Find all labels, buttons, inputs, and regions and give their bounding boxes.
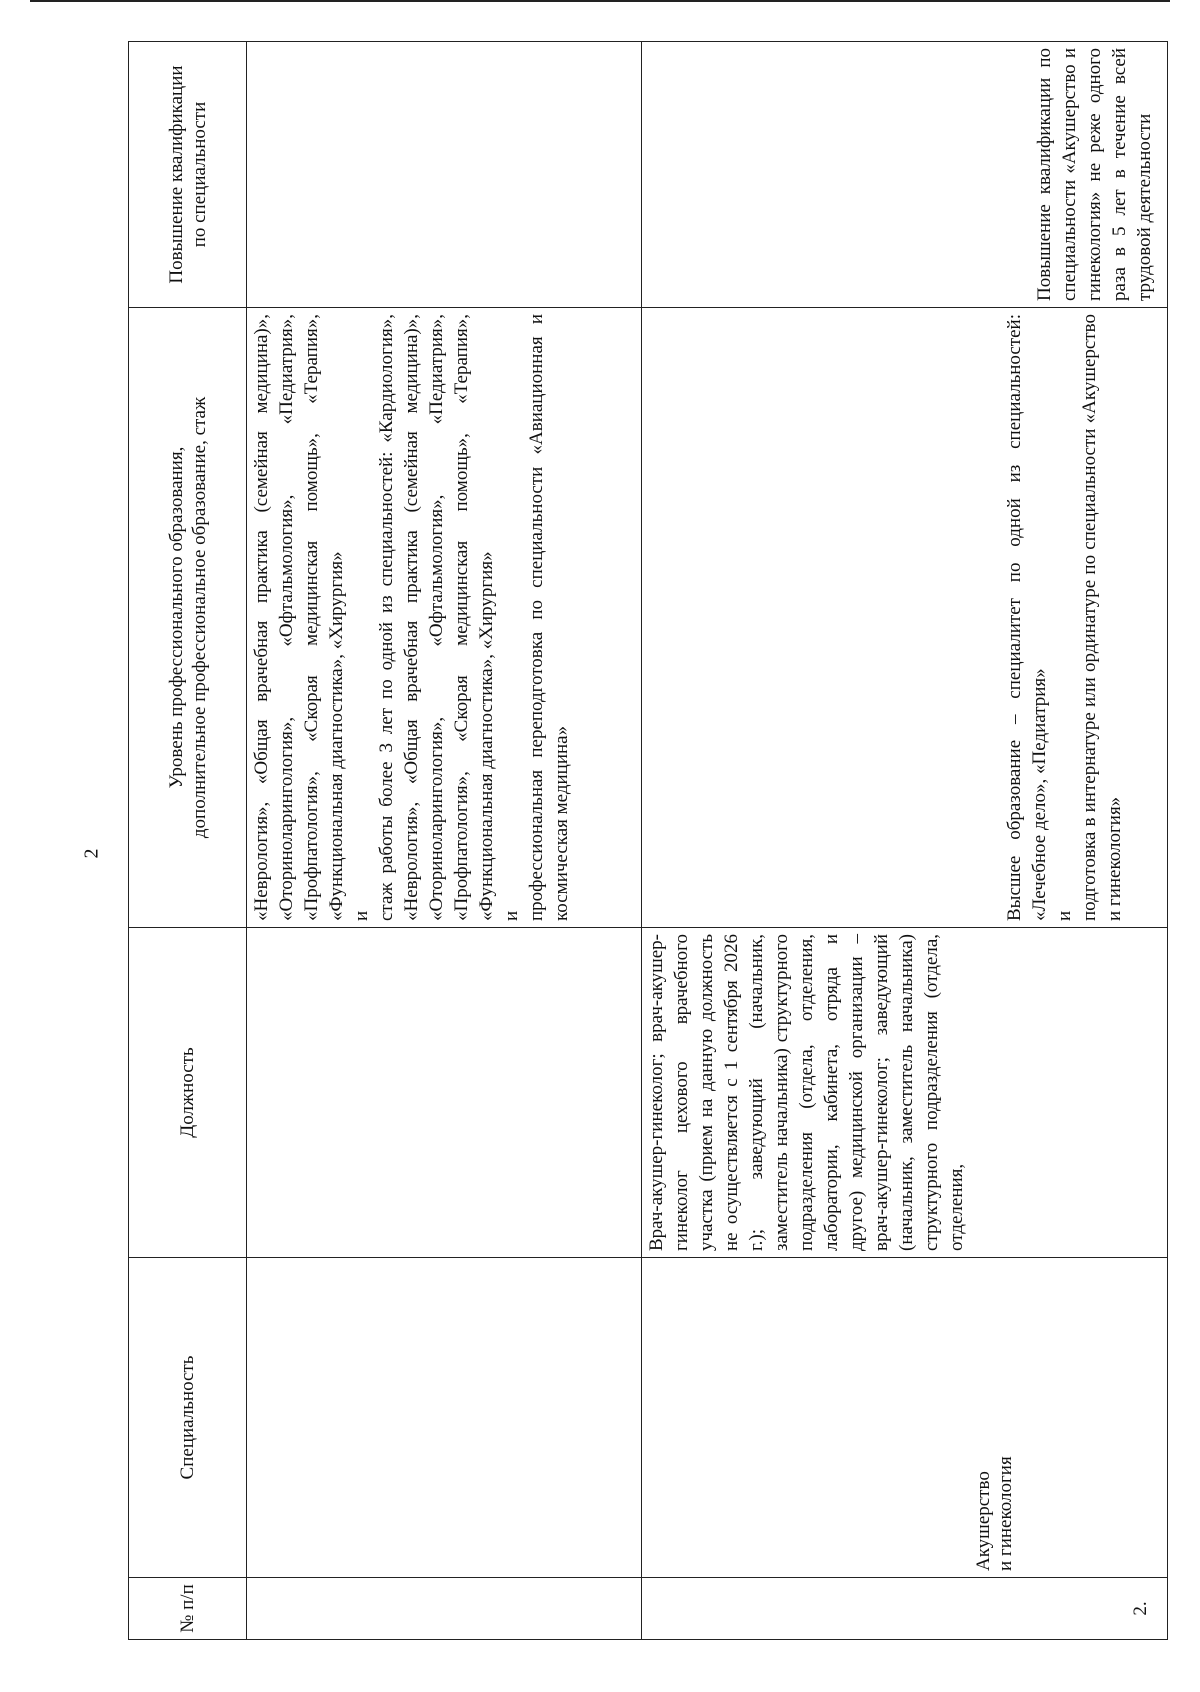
cont-position-cell (247, 928, 642, 1258)
cont-education-cell (247, 308, 642, 928)
row2-num: 2. (642, 1578, 1168, 1640)
row2-qualification: Повышение квалификации по специальности «Акушерство и гинекология» не реже одного раза в 5 лет в течение всей трудовой деятельности (642, 42, 1168, 308)
cont-education-p2: стаж работы более 3 лет по одной из специальностей: «Кардиология», «Неврология», «Общая врачебная практика (семейная медицина)», «Оториноларингология», «Офтальмология», «Педиатрия», «Профпатология», «Скорая медицинская помощь», «Терапия», «Функциональная диагностика», «Хирургия» (376, 314, 497, 921)
row2-specialty-line2: и гинекология (995, 1456, 1016, 1571)
qualification-table (128, 41, 1168, 1640)
header-education (129, 308, 247, 928)
row2-education-and1: и (1054, 910, 1075, 921)
header-qualification-line2: по специальности (188, 101, 210, 248)
cont-qualification-cell (247, 42, 642, 308)
row2-position: Врач-акушер-гинеколог; врач-акушер-гинеколог цехового врачебного участка (прием на данную должность не осуществляется с 1 сентября 2026 г.); заведующий (начальник, заместитель начальника) структурного подразделения (отдела, отделения, лаборатории, кабинета, отряда и другое) медицинской организации – врач-акушер-гинеколог; заведующий (начальник, заместитель начальника) структурного подразделения (отдела, отделения, (642, 928, 1168, 1258)
cont-education-and1: и (351, 910, 372, 921)
rotated-table-wrapper (128, 42, 1168, 1640)
header-qualification-line1: Повышение квалификации (165, 65, 187, 284)
header-position: Должность (129, 928, 247, 1258)
cont-education-and2: и (501, 910, 522, 921)
header-qualification (129, 42, 247, 308)
row2-education-p2: подготовка в интернатуре или ординатуре по специальности «Акушерство и гинекология» (1079, 314, 1125, 921)
header-specialty: Специальность (129, 1258, 247, 1578)
row2-specialty (642, 1258, 1168, 1578)
row2-education-p1: Высшее образование – специалитет по одной из специальностей: «Лечебное дело», «Педиатрия» (1004, 314, 1050, 921)
table-row-continued (247, 42, 642, 1640)
cont-specialty-cell (247, 1258, 642, 1578)
cont-education-p1: «Неврология», «Общая врачебная практика (семейная медицина)», «Оториноларингология», «Офтальмология», «Педиатрия», «Профпатология», «Скорая медицинская помощь», «Терапия», «Функциональная диагностика», «Хирургия» (251, 314, 347, 921)
top-border-line (30, 0, 1170, 2)
table-row-2 (642, 42, 1168, 1640)
header-row (129, 42, 247, 1640)
cont-num-cell (247, 1578, 642, 1640)
cont-education-p3: профессиональная переподготовка по специальности «Авиационная и космическая медицина» (526, 314, 572, 921)
page-number: 2 (80, 848, 103, 859)
header-education-line1: Уровень профессионального образования, (165, 446, 187, 789)
header-num: № п/п (129, 1578, 247, 1640)
row2-education (642, 308, 1168, 928)
header-education-line2: дополнительное профессиональное образование, стаж (188, 396, 210, 839)
row2-specialty-line1: Акушерство (973, 1471, 994, 1571)
